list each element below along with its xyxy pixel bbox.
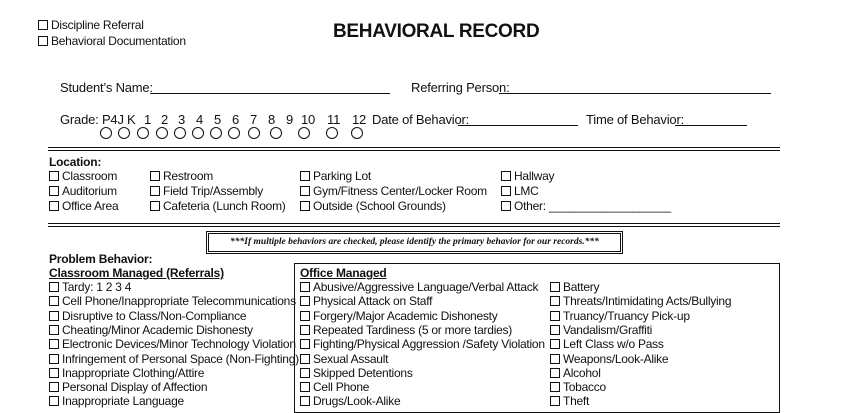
grade-label-7: 7 bbox=[250, 112, 258, 127]
office-behavior-option[interactable] bbox=[550, 394, 589, 408]
checkbox-box[interactable] bbox=[49, 396, 59, 406]
office-behavior-option-label: Theft bbox=[563, 394, 590, 409]
classroom-behavior-option[interactable] bbox=[49, 337, 296, 351]
location-option[interactable] bbox=[300, 199, 446, 213]
classroom-managed-heading: Classroom Managed (Referrals) bbox=[49, 266, 224, 280]
location-option[interactable] bbox=[300, 169, 371, 183]
grade-label-2: 2 bbox=[161, 112, 169, 127]
office-behavior-option-label: Tobacco bbox=[563, 380, 606, 395]
office-behavior-option-label: Vandalism/Graffiti bbox=[563, 322, 653, 337]
office-behavior-option[interactable] bbox=[300, 294, 432, 308]
grade-radio-3[interactable] bbox=[156, 127, 168, 139]
grade-radio-12[interactable] bbox=[351, 127, 363, 139]
checkbox-box[interactable] bbox=[38, 36, 48, 46]
classroom-behavior-option[interactable] bbox=[49, 280, 131, 294]
classroom-behavior-option-label: Cheating/Minor Academic Dishonesty bbox=[62, 322, 253, 337]
office-behavior-option[interactable] bbox=[550, 323, 652, 337]
checkbox-box[interactable] bbox=[501, 171, 511, 181]
location-option[interactable] bbox=[501, 184, 539, 198]
checkbox-box[interactable] bbox=[300, 296, 310, 306]
classroom-behavior-option[interactable] bbox=[49, 323, 253, 337]
grade-radio-7[interactable] bbox=[228, 127, 240, 139]
location-option[interactable] bbox=[150, 199, 286, 213]
student-name-field[interactable] bbox=[150, 93, 390, 94]
office-behavior-option-label: Abusive/Aggressive Language/Verbal Attack bbox=[313, 280, 539, 294]
checkbox-box[interactable] bbox=[550, 282, 560, 292]
checkbox-box[interactable] bbox=[550, 325, 560, 335]
checkbox-box[interactable] bbox=[49, 311, 59, 321]
checkbox-box[interactable] bbox=[300, 186, 310, 196]
checkbox-box[interactable] bbox=[300, 201, 310, 211]
location-option[interactable] bbox=[49, 199, 118, 213]
grade-radio-5[interactable] bbox=[192, 127, 204, 139]
date-of-behavior-label: Date of Behavior: bbox=[372, 112, 470, 127]
location-option[interactable] bbox=[501, 199, 671, 213]
checkbox-box[interactable] bbox=[300, 396, 310, 406]
discipline-referral-checkbox[interactable] bbox=[38, 18, 144, 32]
checkbox-box[interactable] bbox=[300, 382, 310, 392]
checkbox-box[interactable] bbox=[49, 354, 59, 364]
location-option-label: Gym/Fitness Center/Locker Room bbox=[313, 184, 487, 198]
primary-behavior-note: ***If multiple behaviors are checked, please identify the primary behavior for our records.*** bbox=[230, 237, 599, 247]
checkbox-box[interactable] bbox=[49, 382, 59, 392]
classroom-behavior-option-label: Cell Phone/Inappropriate Telecommunications bbox=[62, 294, 296, 309]
office-behavior-option[interactable] bbox=[300, 323, 512, 337]
location-option-label: Classroom bbox=[62, 169, 118, 183]
office-behavior-option-label: Repeated Tardiness (5 or more tardies) bbox=[313, 322, 513, 337]
classroom-behavior-option-label: Disruptive to Class/Non-Compliance bbox=[62, 308, 247, 323]
checkbox-box[interactable] bbox=[501, 186, 511, 196]
grade-label-10: 10 bbox=[301, 112, 316, 127]
checkbox-box[interactable] bbox=[300, 325, 310, 335]
checkbox-box[interactable] bbox=[300, 339, 310, 349]
grade-label-1: 1 bbox=[144, 112, 152, 127]
checkbox-box[interactable] bbox=[300, 282, 310, 292]
classroom-behavior-option-label: Infringement of Personal Space (Non-Fighting) bbox=[62, 351, 299, 366]
classroom-behavior-option-label: Inappropriate Language bbox=[62, 394, 184, 409]
location-option-label: Office Area bbox=[62, 199, 119, 213]
office-behavior-option[interactable] bbox=[300, 352, 388, 366]
office-behavior-option-label: Sexual Assault bbox=[313, 351, 389, 366]
discipline-referral-label: Discipline Referral bbox=[51, 18, 144, 32]
office-behavior-option[interactable] bbox=[300, 309, 498, 323]
classroom-behavior-option[interactable] bbox=[49, 294, 296, 308]
page-title: BEHAVIORAL RECORD bbox=[333, 21, 540, 42]
office-behavior-option[interactable] bbox=[550, 337, 664, 351]
divider bbox=[48, 223, 780, 224]
office-behavior-option-label: Threats/Intimidating Acts/Bullying bbox=[563, 294, 732, 309]
office-behavior-option[interactable] bbox=[300, 337, 545, 351]
location-option[interactable] bbox=[150, 169, 213, 183]
location-option[interactable] bbox=[501, 169, 554, 183]
classroom-behavior-option-label: Tardy: 1 2 3 4 bbox=[62, 280, 132, 294]
checkbox-box[interactable] bbox=[550, 339, 560, 349]
divider bbox=[48, 150, 780, 151]
student-name-label: Student’s Name: bbox=[60, 80, 153, 95]
checkbox-box[interactable] bbox=[300, 171, 310, 181]
grade-radio-2[interactable] bbox=[137, 127, 149, 139]
grade-radio-11[interactable] bbox=[326, 127, 338, 139]
office-behavior-option-label: Forgery/Major Academic Dishonesty bbox=[313, 308, 498, 323]
location-option-label: Field Trip/Assembly bbox=[163, 184, 263, 198]
grade-label-3: 3 bbox=[178, 112, 186, 127]
checkbox-box[interactable] bbox=[49, 282, 59, 292]
classroom-behavior-option[interactable] bbox=[49, 309, 246, 323]
divider bbox=[48, 226, 780, 227]
office-behavior-option-label: Left Class w/o Pass bbox=[563, 337, 664, 352]
grade-radio-9[interactable] bbox=[270, 127, 282, 139]
location-heading: Location: bbox=[49, 155, 102, 169]
grade-radio-1[interactable] bbox=[118, 127, 130, 139]
classroom-behavior-option[interactable] bbox=[49, 394, 184, 408]
grade-radio-4[interactable] bbox=[174, 127, 186, 139]
checkbox-box[interactable] bbox=[49, 201, 59, 211]
office-behavior-option-label: Skipped Detentions bbox=[313, 365, 413, 380]
classroom-behavior-option-label: Personal Display of Affection bbox=[62, 380, 208, 395]
location-option-label: Cafeteria (Lunch Room) bbox=[163, 199, 286, 213]
office-behavior-option[interactable] bbox=[300, 380, 369, 394]
checkbox-box[interactable] bbox=[150, 186, 160, 196]
location-option-label: Restroom bbox=[163, 169, 214, 183]
office-behavior-option-label: Truancy/Truancy Pick-up bbox=[563, 308, 690, 323]
location-option-label: Hallway bbox=[514, 169, 555, 183]
office-behavior-option[interactable] bbox=[550, 380, 606, 394]
grade-label-4: 4 bbox=[196, 112, 204, 127]
location-option[interactable] bbox=[150, 184, 263, 198]
location-option-label: LMC bbox=[514, 184, 539, 198]
office-behavior-option[interactable] bbox=[550, 309, 690, 323]
checkbox-box[interactable] bbox=[300, 354, 310, 364]
office-behavior-option[interactable] bbox=[550, 352, 668, 366]
location-option-label: Outside (School Grounds) bbox=[313, 199, 446, 213]
grade-label-11: 11 bbox=[327, 112, 341, 127]
grade-radio-K[interactable] bbox=[100, 127, 112, 139]
checkbox-box[interactable] bbox=[49, 296, 59, 306]
office-managed-heading: Office Managed bbox=[300, 266, 387, 280]
location-option[interactable] bbox=[49, 169, 117, 183]
classroom-behavior-option[interactable] bbox=[49, 352, 299, 366]
office-behavior-option[interactable] bbox=[550, 280, 599, 294]
classroom-behavior-option-label: Electronic Devices/Minor Technology Violation bbox=[62, 337, 296, 352]
location-option-label: Auditorium bbox=[62, 184, 117, 198]
checkbox-box[interactable] bbox=[150, 171, 160, 181]
office-behavior-option[interactable] bbox=[550, 294, 731, 308]
checkbox-box[interactable] bbox=[49, 186, 59, 196]
checkbox-box[interactable] bbox=[150, 201, 160, 211]
problem-behavior-heading: Problem Behavior: bbox=[49, 252, 153, 266]
grade-label-K: K bbox=[127, 112, 136, 127]
checkbox-box[interactable] bbox=[550, 354, 560, 364]
checkbox-box[interactable] bbox=[38, 20, 48, 30]
checkbox-box[interactable] bbox=[49, 339, 59, 349]
time-of-behavior-label: Time of Behavior: bbox=[586, 112, 684, 127]
office-behavior-option[interactable] bbox=[550, 366, 601, 380]
checkbox-box[interactable] bbox=[550, 296, 560, 306]
grade-label-6: 6 bbox=[232, 112, 240, 127]
office-behavior-option-label: Cell Phone bbox=[313, 380, 370, 395]
checkbox-box[interactable] bbox=[501, 201, 511, 211]
behavioral-documentation-checkbox[interactable] bbox=[38, 34, 186, 48]
date-of-behavior-field[interactable] bbox=[458, 125, 578, 126]
office-behavior-option-label: Drugs/Look-Alike bbox=[313, 394, 401, 409]
checkbox-box[interactable] bbox=[49, 325, 59, 335]
referring-person-field[interactable] bbox=[499, 93, 771, 94]
grade-label-8: 8 bbox=[268, 112, 276, 127]
location-option-label: Other: ___________________ bbox=[514, 199, 671, 213]
office-behavior-option[interactable] bbox=[300, 280, 538, 294]
classroom-behavior-option-label: Inappropriate Clothing/Attire bbox=[62, 365, 205, 380]
grade-radio-10[interactable] bbox=[298, 127, 310, 139]
office-behavior-option-label: Fighting/Physical Aggression /Safety Violation bbox=[313, 337, 545, 352]
checkbox-box[interactable] bbox=[300, 368, 310, 378]
checkbox-box[interactable] bbox=[49, 368, 59, 378]
behavioral-documentation-label: Behavioral Documentation bbox=[51, 34, 186, 48]
checkbox-box[interactable] bbox=[550, 311, 560, 321]
classroom-behavior-option[interactable] bbox=[49, 366, 204, 380]
office-behavior-option-label: Physical Attack on Staff bbox=[313, 294, 433, 309]
classroom-behavior-option[interactable] bbox=[49, 380, 207, 394]
grade-label-9: 9 bbox=[286, 112, 294, 127]
grade-label: Grade: P4J bbox=[60, 112, 124, 127]
office-behavior-option-label: Battery bbox=[563, 280, 600, 294]
office-behavior-option[interactable] bbox=[300, 394, 400, 408]
divider bbox=[48, 147, 780, 148]
grade-radio-8[interactable] bbox=[248, 127, 260, 139]
checkbox-box[interactable] bbox=[550, 368, 560, 378]
grade-label-12: 12 bbox=[352, 112, 367, 127]
location-option[interactable] bbox=[300, 184, 487, 198]
referring-person-label: Referring Person: bbox=[411, 80, 510, 95]
checkbox-box[interactable] bbox=[300, 311, 310, 321]
location-option-label: Parking Lot bbox=[313, 169, 371, 183]
office-behavior-option-label: Alcohol bbox=[563, 365, 601, 380]
checkbox-box[interactable] bbox=[550, 382, 560, 392]
time-of-behavior-field[interactable] bbox=[675, 125, 747, 126]
location-option[interactable] bbox=[49, 184, 117, 198]
office-behavior-option[interactable] bbox=[300, 366, 413, 380]
checkbox-box[interactable] bbox=[550, 396, 560, 406]
primary-behavior-note-box bbox=[208, 233, 621, 252]
grade-radio-6[interactable] bbox=[210, 127, 222, 139]
checkbox-box[interactable] bbox=[49, 171, 59, 181]
office-behavior-option-label: Weapons/Look-Alike bbox=[563, 351, 669, 366]
grade-label-5: 5 bbox=[214, 112, 222, 127]
